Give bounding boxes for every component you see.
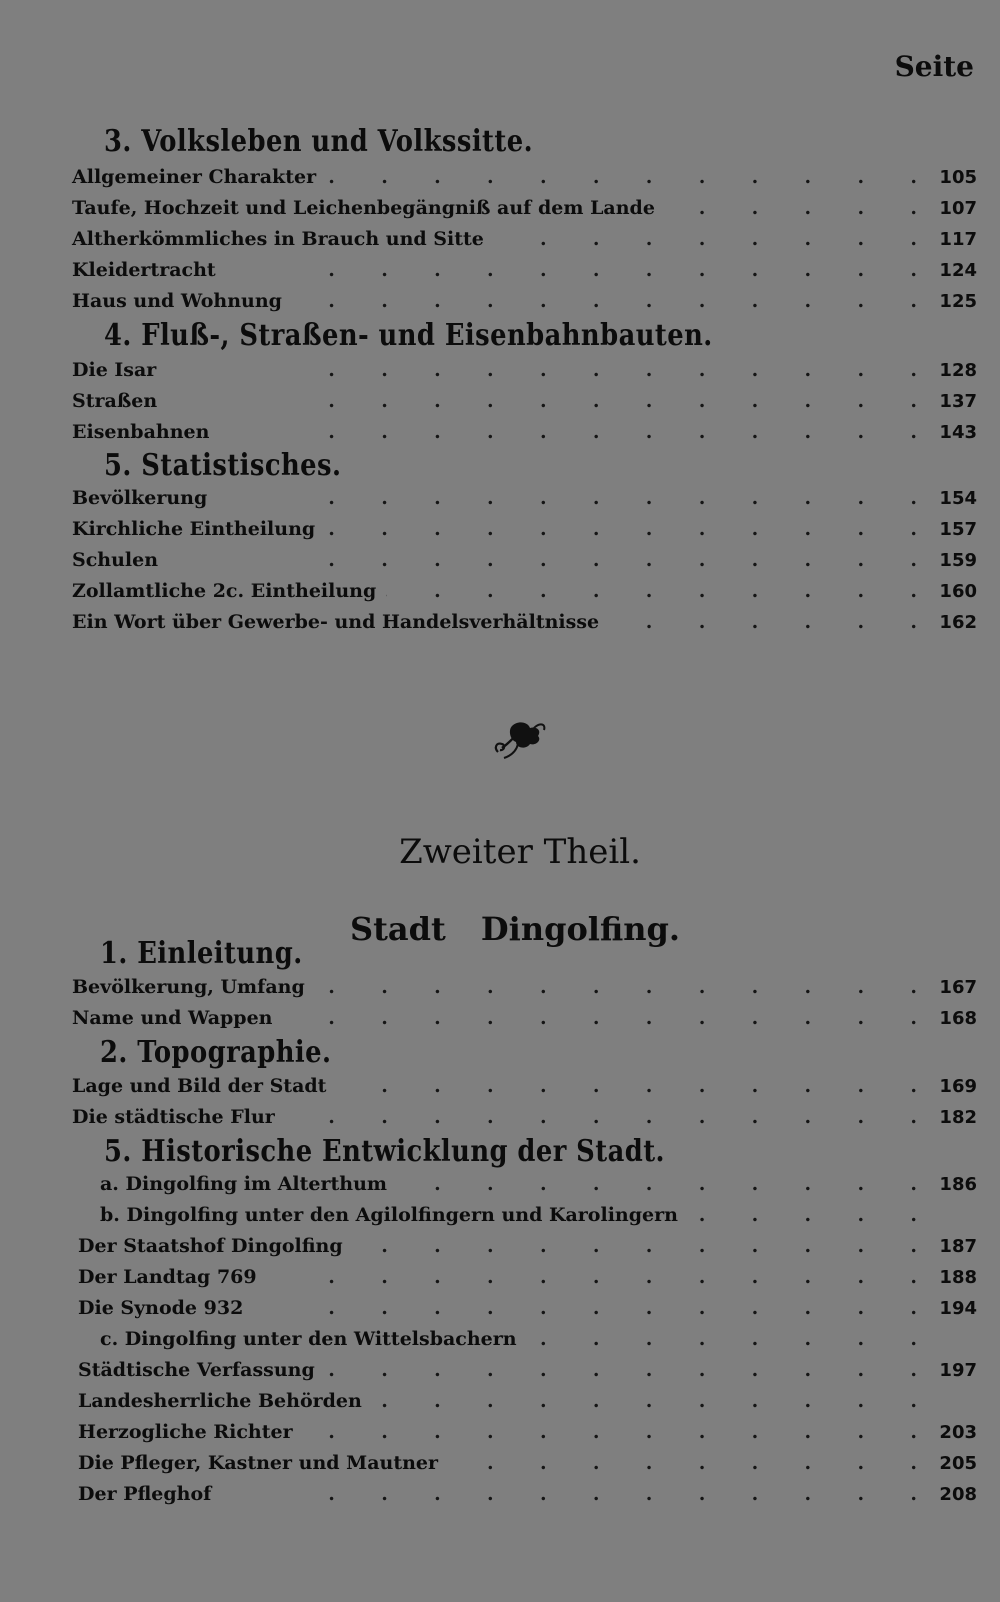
toc-entry-label: Der Staatshof Dingolfing (78, 1235, 343, 1257)
leader-dots (527, 1328, 917, 1350)
leader-dots (267, 1266, 917, 1288)
toc-page-number: 157 (939, 519, 977, 540)
toc-row (72, 353, 977, 381)
toc-row (72, 284, 977, 312)
toc-entry-label: Haus und Wohnung (72, 290, 282, 312)
leader-dots (221, 1483, 917, 1505)
toc-page-number: 197 (939, 1360, 977, 1381)
toc-page-number: 188 (939, 1267, 977, 1288)
toc-entry-label: b. Dingolfing unter den Agilolfingern und Karolingern (100, 1204, 678, 1226)
toc-entry-label: Kleidertracht (72, 259, 216, 281)
leader-dots (325, 518, 917, 540)
toc-entry-label: Städtische Verfassung (78, 1359, 315, 1381)
leader-dots (353, 1235, 917, 1257)
toc-entry-label: Die Isar (72, 359, 157, 381)
toc-row (72, 574, 977, 602)
toc-page-number: 203 (939, 1422, 977, 1443)
toc-row (100, 1167, 977, 1195)
leader-dots (397, 1173, 917, 1195)
toc-entry-label: Eisenbahnen (72, 421, 210, 443)
toc-entry-label: Taufe, Hochzeit und Leichenbegängniß auf dem Lande (72, 197, 655, 219)
toc-entry-label: c. Dingolfing unter den Wittelsbachern (100, 1328, 517, 1350)
leader-dots (226, 259, 917, 281)
toc-entry-label: Bevölkerung, Umfang (72, 976, 305, 998)
leader-dots (315, 976, 917, 998)
leader-dots (665, 197, 917, 219)
toc-row (72, 970, 977, 998)
toc-page-number: 143 (939, 422, 977, 443)
toc-entry-label: Der Pfleghof (78, 1483, 212, 1505)
page-column-label: Seite (894, 50, 974, 83)
toc-page-number: 167 (939, 977, 977, 998)
leader-dots (217, 487, 917, 509)
toc-page-number: 160 (939, 581, 977, 602)
leader-dots (609, 611, 917, 633)
toc-row (72, 384, 977, 412)
part-title: Zweiter Theil. (399, 832, 641, 872)
toc-page-number: 205 (939, 1453, 977, 1474)
toc-row (78, 1229, 977, 1257)
flower-ornament-icon (490, 718, 550, 762)
leader-dots (285, 1106, 917, 1128)
toc-row (78, 1477, 977, 1505)
toc-entry-label: Der Landtag 769 (78, 1266, 257, 1288)
toc-page-number: 159 (939, 550, 977, 571)
toc-entry-label: Straßen (72, 390, 158, 412)
section-heading-einleitung: 1. Einleitung. (100, 936, 303, 971)
toc-page-number: 124 (939, 260, 977, 281)
toc-page-number: 162 (939, 612, 977, 633)
toc-row (72, 512, 977, 540)
toc-page-number: 125 (939, 291, 977, 312)
toc-page-number: 169 (939, 1076, 977, 1097)
toc-row (72, 543, 977, 571)
toc-entry-label: Altherkömmliches in Brauch und Sitte (72, 228, 484, 250)
section-heading-historische-entwicklung: 5. Historische Entwicklung der Stadt. (104, 1134, 665, 1169)
toc-page-number: 137 (939, 391, 977, 412)
leader-dots (168, 549, 917, 571)
toc-row (78, 1384, 977, 1412)
leader-dots (219, 421, 917, 443)
toc-row (78, 1415, 977, 1443)
toc-page-number: 168 (939, 1008, 977, 1029)
leader-dots (448, 1452, 917, 1474)
toc-row (78, 1353, 977, 1381)
toc-row (72, 605, 977, 633)
toc-entry-label: Bevölkerung (72, 487, 208, 509)
toc-page-number: 187 (939, 1236, 977, 1257)
toc-entry-label: Kirchliche Eintheilung (72, 518, 316, 540)
leader-dots (326, 166, 917, 188)
leader-dots (336, 1075, 917, 1097)
toc-entry-label: Die städtische Flur (72, 1106, 275, 1128)
toc-entry-label: Herzogliche Richter (78, 1421, 293, 1443)
toc-entry-label: Allgemeiner Charakter (72, 166, 317, 188)
toc-row (78, 1260, 977, 1288)
leader-dots (292, 290, 917, 312)
toc-row (100, 1322, 977, 1350)
toc-page-number: 182 (939, 1107, 977, 1128)
section-heading-topographie: 2. Topographie. (100, 1035, 332, 1070)
toc-row (72, 253, 977, 281)
toc-page-number: 208 (939, 1484, 977, 1505)
leader-dots (494, 228, 917, 250)
leader-dots (688, 1204, 917, 1226)
toc-row (72, 191, 977, 219)
toc-row (78, 1446, 977, 1474)
leader-dots (166, 359, 917, 381)
toc-page-number: 117 (939, 229, 977, 250)
toc-row (72, 1100, 977, 1128)
toc-entry-label: a. Dingolfing im Alterthum (100, 1173, 388, 1195)
toc-row (78, 1291, 977, 1319)
toc-entry-label: Die Synode 932 (78, 1297, 244, 1319)
section-heading-bauten: 4. Fluß-, Straßen- und Eisenbahnbauten. (104, 318, 713, 353)
toc-row (72, 415, 977, 443)
toc-page-number: 107 (939, 198, 977, 219)
toc-row (72, 1069, 977, 1097)
toc-row (72, 160, 977, 188)
toc-page-number: 105 (939, 167, 977, 188)
toc-page-number: 154 (939, 488, 977, 509)
leader-dots (372, 1390, 917, 1412)
leader-dots (325, 1359, 917, 1381)
toc-entry-label: Zollamtliche 2c. Eintheilung (72, 580, 377, 602)
leader-dots (303, 1421, 917, 1443)
toc-row (72, 1001, 977, 1029)
toc-entry-label: Name und Wappen (72, 1007, 273, 1029)
toc-row (100, 1198, 977, 1226)
toc-page-number: 194 (939, 1298, 977, 1319)
leader-dots (386, 580, 917, 602)
leader-dots (282, 1007, 917, 1029)
toc-page-number: 186 (939, 1174, 977, 1195)
section-heading-volksleben: 3. Volksleben und Volkssitte. (104, 124, 534, 159)
toc-entry-label: Die Pfleger, Kastner und Mautner (78, 1452, 439, 1474)
toc-entry-label: Ein Wort über Gewerbe- und Handelsverhältnisse (72, 611, 600, 633)
city-title: Stadt Dingolfing. (349, 910, 680, 948)
toc-page-number: 128 (939, 360, 977, 381)
toc-entry-label: Schulen (72, 549, 159, 571)
toc-entry-label: Landesherrliche Behörden (78, 1390, 362, 1412)
toc-row (72, 481, 977, 509)
section-heading-statistisches: 5. Statistisches. (104, 448, 342, 483)
leader-dots (253, 1297, 917, 1319)
toc-entry-label: Lage und Bild der Stadt (72, 1075, 327, 1097)
leader-dots (167, 390, 917, 412)
toc-row (72, 222, 977, 250)
